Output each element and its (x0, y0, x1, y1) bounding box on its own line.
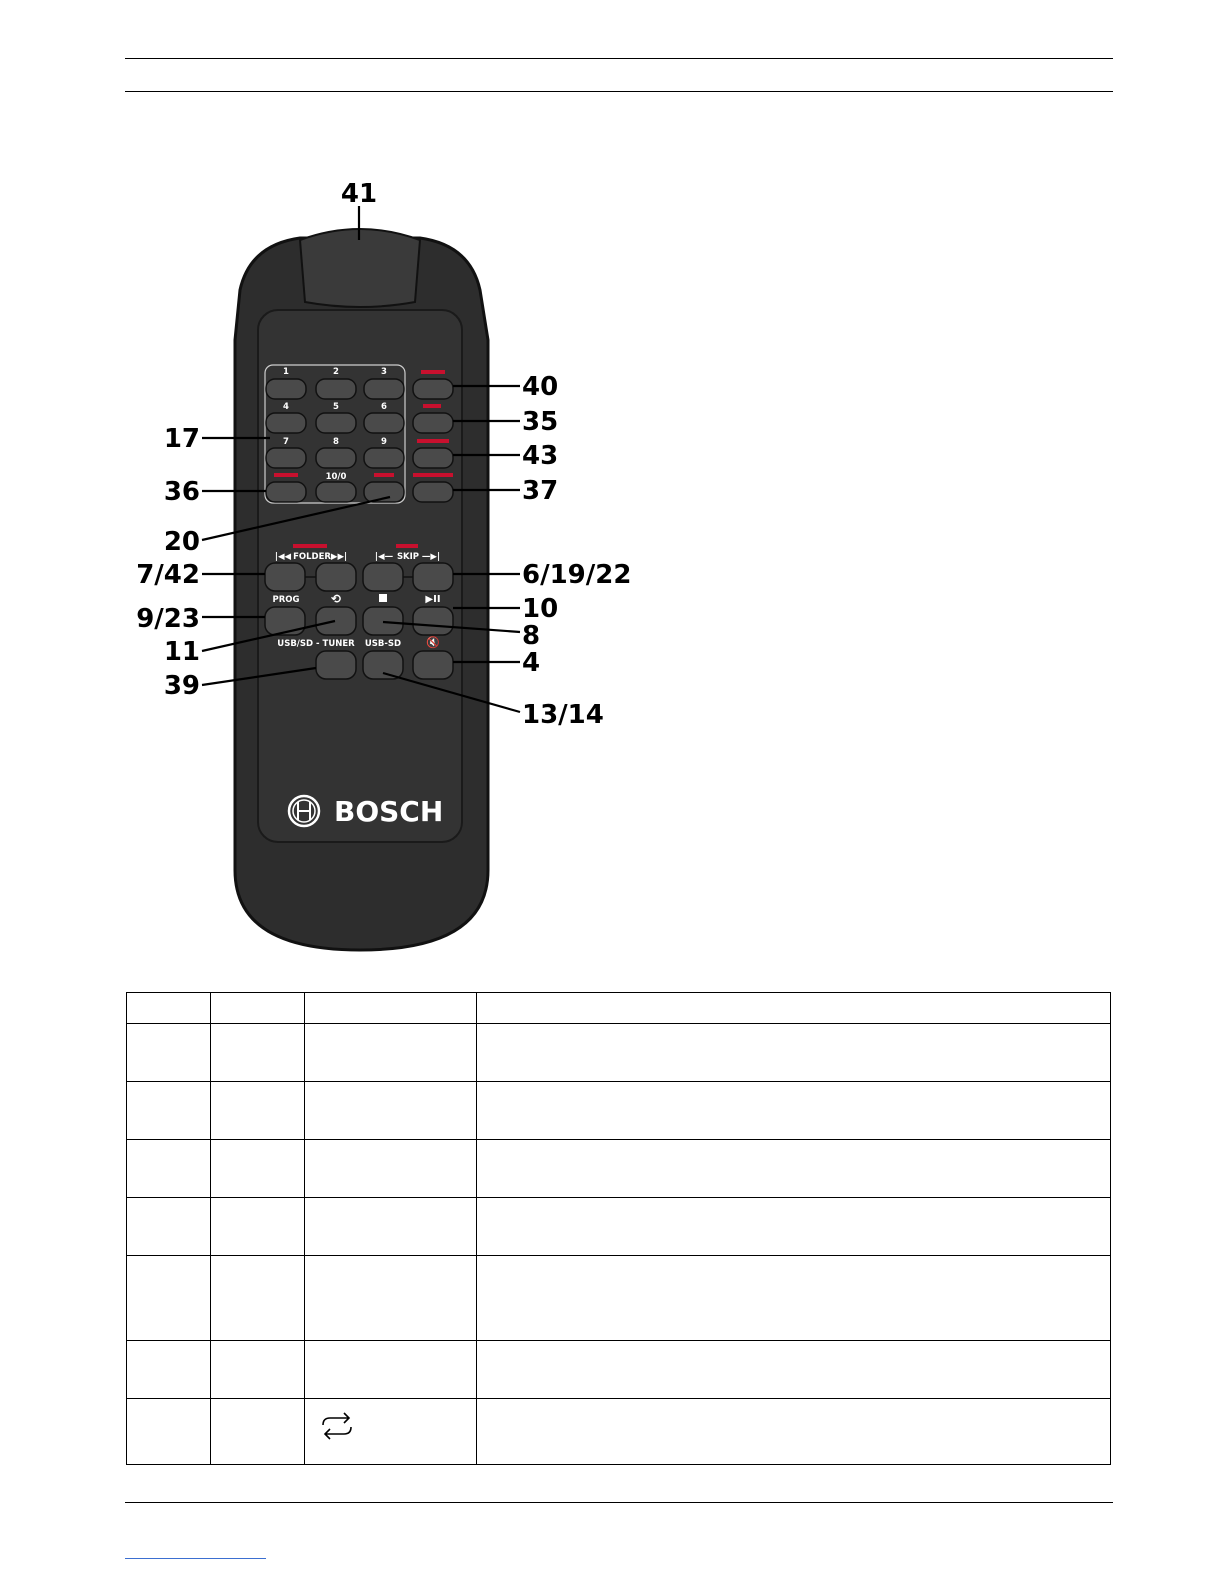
table-row (127, 1082, 1111, 1140)
key-5[interactable] (316, 413, 356, 433)
brand-name: BOSCH (334, 795, 444, 828)
folder-label: FOLDER (293, 552, 331, 562)
skip-next-button[interactable] (413, 563, 453, 591)
key-8-label: 8 (333, 437, 339, 447)
callout-36: 36 (163, 477, 200, 507)
key-10-0-label: 10/0 (325, 472, 347, 482)
key-bass[interactable] (413, 448, 453, 468)
key-6[interactable] (364, 413, 404, 433)
key-5-label: 5 (333, 402, 339, 412)
play-pause-button[interactable] (413, 607, 453, 635)
key-3[interactable] (364, 379, 404, 399)
repeat-icon: ⟲ (330, 592, 342, 606)
folder-next-button[interactable] (316, 563, 356, 591)
usb-sd-tuner-label: USB/SD - TUNER (277, 639, 355, 649)
key-9-label: 9 (381, 437, 387, 447)
footer-link-underline[interactable] (125, 1558, 266, 1559)
callout-35: 35 (522, 407, 559, 437)
repeat-button[interactable] (316, 607, 356, 635)
key-8[interactable] (316, 448, 356, 468)
callout-7-42: 7/42 (136, 560, 200, 590)
header-rule-top (125, 58, 1113, 59)
header-rule-bottom (125, 91, 1113, 92)
key-10-0[interactable] (316, 482, 356, 502)
key-2-label: 2 (333, 367, 339, 377)
red-label-mark (421, 370, 445, 374)
remote-control-figure (120, 170, 640, 960)
key-clock[interactable] (413, 379, 453, 399)
red-label-mark (396, 544, 418, 548)
callout-10: 10 (522, 594, 559, 624)
callout-11: 11 (163, 637, 200, 667)
key-1[interactable] (266, 379, 306, 399)
mute-icon: 🔇 (426, 636, 440, 649)
red-label-mark (374, 473, 394, 477)
key-4-label: 4 (283, 402, 289, 412)
key-7[interactable] (266, 448, 306, 468)
red-label-mark (423, 404, 441, 408)
key-mode[interactable] (413, 482, 453, 502)
folder-next-icon: ▶▶| (330, 552, 348, 562)
key-6-label: 6 (381, 402, 387, 412)
key-9[interactable] (364, 448, 404, 468)
callout-41: 41 (340, 179, 378, 209)
skip-label: SKIP (396, 552, 420, 562)
ir-window (300, 229, 420, 307)
remote-control-svg (120, 170, 640, 960)
table-row (127, 1341, 1111, 1399)
usb-sd-tuner-button[interactable] (316, 651, 356, 679)
folder-prev-icon: |◀◀ (274, 552, 292, 562)
skip-prev-icon: |◀— (374, 552, 394, 562)
usb-sd-button[interactable] (363, 651, 403, 679)
key-3-label: 3 (381, 367, 387, 377)
play-pause-icon: ▶II (425, 594, 441, 605)
red-label-mark (293, 544, 327, 548)
red-label-mark (274, 473, 298, 477)
key-4[interactable] (266, 413, 306, 433)
table-row (127, 1140, 1111, 1198)
folder-prev-button[interactable] (265, 563, 305, 591)
key-1-label: 1 (283, 367, 289, 377)
table-row (127, 1024, 1111, 1082)
red-label-mark (417, 439, 449, 443)
callout-4: 4 (522, 648, 541, 678)
key-mem[interactable] (266, 482, 306, 502)
table-row (127, 1399, 1111, 1465)
callout-6-19-22: 6/19/22 (522, 560, 632, 590)
usb-sd-label: USB-SD (364, 639, 402, 649)
repeat-icon (315, 1409, 359, 1443)
callout-20: 20 (163, 527, 200, 557)
table-row (127, 1256, 1111, 1341)
prog-button[interactable] (265, 607, 305, 635)
prog-label: PROG (272, 595, 300, 605)
key-2[interactable] (316, 379, 356, 399)
key-dim[interactable] (413, 413, 453, 433)
callout-13-14: 13/14 (522, 700, 604, 730)
skip-next-icon: —▶| (421, 552, 441, 562)
table-row (127, 1198, 1111, 1256)
mute-button[interactable] (413, 651, 453, 679)
stop-icon (379, 594, 387, 602)
stop-button[interactable] (363, 607, 403, 635)
callout-40: 40 (522, 372, 559, 402)
callout-39: 39 (163, 671, 200, 701)
footer-rule (125, 1502, 1113, 1503)
table-row (127, 993, 1111, 1024)
callout-8: 8 (522, 621, 541, 651)
callout-9-23: 9/23 (136, 604, 200, 634)
callout-17: 17 (163, 424, 200, 454)
button-reference-table (126, 992, 1111, 1465)
callout-37: 37 (522, 476, 559, 506)
key-7-label: 7 (283, 437, 289, 447)
red-label-mark (413, 473, 453, 477)
skip-prev-button[interactable] (363, 563, 403, 591)
callout-43: 43 (522, 441, 559, 471)
